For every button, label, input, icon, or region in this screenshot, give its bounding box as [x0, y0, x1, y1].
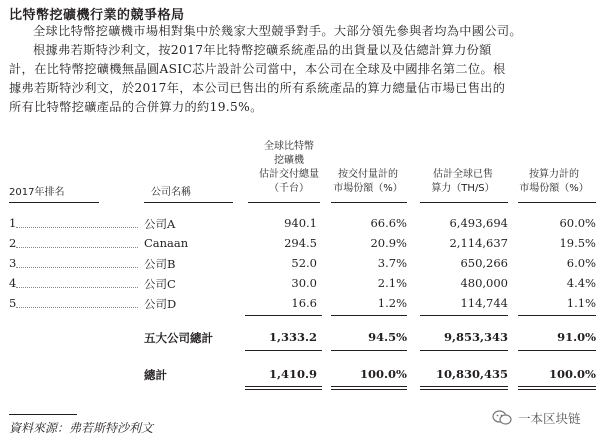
company-cell: 公司B [144, 257, 176, 271]
company-cell: Canaan [144, 236, 189, 250]
hash-cell: 480,000 [460, 276, 508, 290]
hash-cell: 2,114,637 [449, 236, 508, 250]
dot-leader [16, 247, 138, 248]
row-rule [420, 350, 508, 351]
double-rule [331, 386, 407, 387]
watermark-text: 一本区块链 [518, 411, 581, 426]
share-cell: 66.6% [370, 216, 407, 230]
paragraph-line: 全球比特幣挖礦機市場相對集中於幾家大型競爭對手。大部分領先參與者均為中國公司。 [33, 24, 522, 38]
volume-cell: 30.0 [291, 276, 317, 290]
dot-leader [16, 287, 138, 288]
top5-hash-share: 91.0% [557, 330, 596, 344]
top5-label: 五大公司總計 [144, 331, 213, 345]
double-rule [518, 389, 596, 390]
chat-bubble-icon [492, 410, 512, 426]
double-rule [518, 386, 596, 387]
source-note: 資料來源：弗若斯特沙利文 [9, 421, 154, 435]
double-rule [245, 386, 322, 387]
double-rule [420, 389, 508, 390]
row-rule [331, 350, 407, 351]
header-volume: 全球比特幣 挖礦機 估計交付總量 （千台） [259, 141, 319, 194]
rank-cell: 4 [9, 276, 17, 290]
hash-share-cell: 19.5% [559, 236, 596, 250]
watermark [492, 409, 581, 427]
rank-cell: 2 [9, 236, 17, 250]
volume-cell: 940.1 [284, 216, 317, 230]
hash-cell: 114,744 [460, 296, 508, 310]
row-rule [245, 350, 322, 351]
row-rule [420, 315, 508, 316]
header-company: 公司名稱 [151, 187, 191, 198]
volume-cell: 16.6 [291, 296, 317, 310]
rank-cell: 5 [9, 296, 17, 310]
hash-cell: 650,266 [460, 256, 508, 270]
rank-cell: 3 [9, 256, 17, 270]
share-cell: 20.9% [370, 236, 407, 250]
paragraph-line: 計，在比特幣挖礦機無晶圓ASIC芯片設計公司當中，本公司在全球及中國排名第二位。根 [9, 62, 506, 76]
hash-share-cell: 6.0% [566, 256, 596, 270]
header-rank: 2017年排名 [9, 187, 65, 198]
section-heading: 比特幣挖礦機行業的競爭格局 [9, 8, 185, 23]
total-hash-share: 100.0% [549, 367, 596, 381]
volume-cell: 294.5 [284, 236, 317, 250]
dot-leader [16, 307, 138, 308]
top5-share: 94.5% [368, 330, 407, 344]
footnote-rule [9, 414, 77, 415]
top5-hash: 9,853,343 [443, 330, 508, 344]
header-rule [331, 202, 407, 203]
dot-leader [16, 267, 138, 268]
header-rule [248, 202, 320, 203]
header-rule [9, 202, 99, 203]
header-rule [420, 202, 508, 203]
header-rule [144, 202, 233, 203]
total-share: 100.0% [360, 367, 407, 381]
double-rule [331, 389, 407, 390]
hash-cell: 6,493,694 [449, 216, 508, 230]
paragraph-line: 根據弗若斯特沙利文，按2017年比特幣挖礦系統產品的出貨量以及估總計算力份額 [33, 43, 492, 57]
double-rule [245, 389, 322, 390]
hash-share-cell: 1.1% [566, 296, 596, 310]
top5-volume: 1,333.2 [268, 330, 317, 344]
header-hash: 估計全球已售 算力（TH/S） [431, 169, 495, 194]
rank-cell: 1 [9, 216, 17, 230]
paragraph-line: 所有比特幣挖礦產品的合併算力的約19.5%。 [9, 100, 263, 114]
double-rule [420, 386, 508, 387]
header-volume-share: 按交付量計的 市場份額（%） [333, 169, 403, 194]
share-cell: 2.1% [377, 276, 407, 290]
header-hash-share: 按算力計的 市場份額（%） [519, 169, 589, 194]
company-cell: 公司C [144, 277, 176, 291]
company-cell: 公司D [144, 297, 177, 311]
row-rule [331, 315, 407, 316]
total-volume: 1,410.9 [268, 367, 317, 381]
header-rule [518, 202, 596, 203]
dot-leader [16, 227, 138, 228]
volume-cell: 52.0 [291, 256, 317, 270]
total-label: 總計 [144, 368, 167, 382]
share-cell: 3.7% [377, 256, 407, 270]
total-hash: 10,830,435 [435, 367, 508, 381]
hash-share-cell: 60.0% [559, 216, 596, 230]
share-cell: 1.2% [377, 296, 407, 310]
paragraph-line: 據弗若斯特沙利文，於2017年，本公司已售出的所有系統產品的算力總量佔市場已售出的 [9, 81, 506, 95]
company-cell: 公司A [144, 217, 176, 231]
row-rule [245, 315, 322, 316]
row-rule [518, 350, 596, 351]
hash-share-cell: 4.4% [566, 276, 596, 290]
row-rule [518, 315, 596, 316]
